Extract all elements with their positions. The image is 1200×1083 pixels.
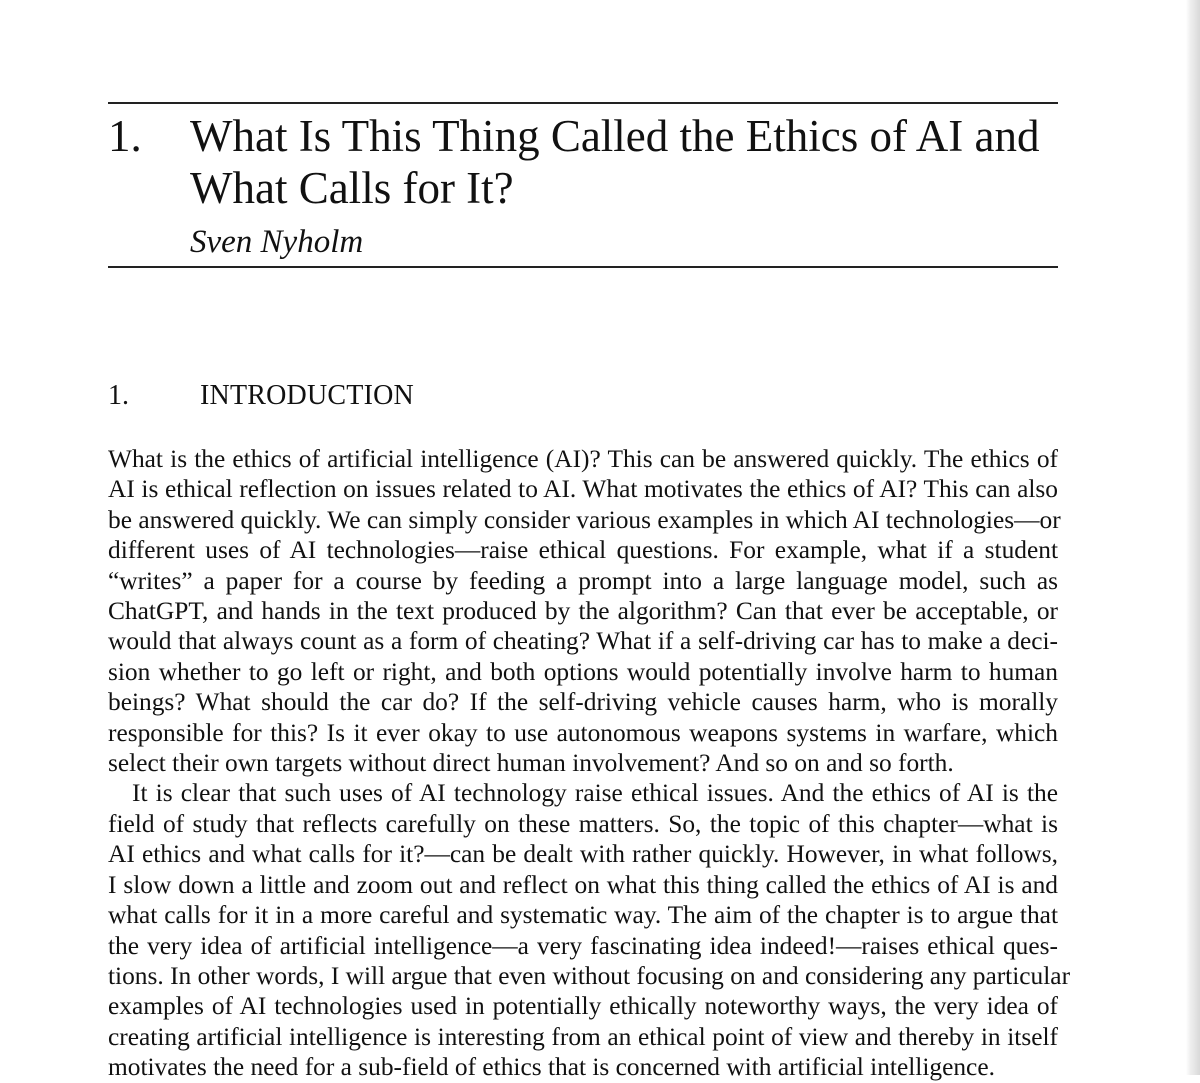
- text-line: be answered quickly. We can simply consider various examples in which AI technologies—or: [108, 505, 1061, 534]
- chapter-bottom-rule: [108, 266, 1058, 268]
- text-line: different uses of AI technologies—raise ethical questions. For example, what if a student: [108, 536, 1058, 565]
- text-line: field of study that reflects carefully on these matters. So, the topic of this chapter—what is: [108, 809, 1058, 838]
- chapter-author: Sven Nyholm: [190, 224, 364, 260]
- text-line: examples of AI technologies used in potentially ethically noteworthy ways, the very idea of: [108, 992, 1058, 1021]
- chapter-title: What Is This Thing Called the Ethics of AI and What Calls for It?: [190, 111, 1040, 213]
- text-line: What is the ethics of artificial intelligence (AI)? This can be answered quickly. The ethics of: [108, 445, 1058, 473]
- text-line: I slow down a little and zoom out and reflect on what this thing called the ethics of AI is and: [108, 870, 1058, 899]
- text-line: “writes” a paper for a course by feeding a prompt into a large language model, such as: [108, 566, 1058, 595]
- chapter-top-rule: [108, 102, 1058, 104]
- body-text: [108, 444, 1071, 1083]
- section-number: 1.: [108, 380, 129, 411]
- text-line: select their own targets without direct human involvement? And so on and so forth.: [108, 749, 954, 778]
- text-line: AI is ethical reflection on issues related to AI. What motivates the ethics of AI? This can also: [108, 475, 1058, 504]
- section-heading: INTRODUCTION: [200, 380, 414, 411]
- text-line: ChatGPT, and hands in the text produced by the algorithm? Can that ever be acceptable, or: [108, 597, 1058, 626]
- text-line: AI ethics and what calls for it?—can be dealt with rather quickly. However, in what follows,: [108, 840, 1058, 869]
- text-line: the very idea of artificial intelligence—a very fascinating idea indeed!—raises ethical ques-: [108, 931, 1058, 960]
- text-line: creating artificial intelligence is interesting from an ethical point of view and thereby in itself: [108, 1022, 1058, 1051]
- paragraph-2: [108, 778, 1071, 1082]
- text-line: beings? What should the car do? If the self-driving vehicle causes harm, who is morally: [108, 688, 1058, 717]
- page-edge-shadow: [1186, 0, 1200, 1075]
- text-line: sion whether to go left or right, and both options would potentially involve harm to human: [108, 657, 1058, 686]
- text-line: what calls for it in a more careful and systematic way. The aim of the chapter is to argue that: [108, 901, 1058, 930]
- paragraph-1: [108, 444, 1061, 778]
- chapter-number: 1.: [108, 111, 142, 161]
- text-line: motivates the need for a sub-field of ethics that is concerned with artificial intelligence.: [108, 1053, 995, 1082]
- text-line: tions. In other words, I will argue that even without focusing on and considering any particular: [108, 961, 1071, 990]
- text-line: responsible for this? Is it ever okay to use autonomous weapons systems in warfare, which: [108, 718, 1058, 747]
- text-line: It is clear that such uses of AI technology raise ethical issues. And the ethics of AI is the: [132, 779, 1058, 808]
- text-line: would that always count as a form of cheating? What if a self-driving car has to make a deci-: [108, 627, 1058, 656]
